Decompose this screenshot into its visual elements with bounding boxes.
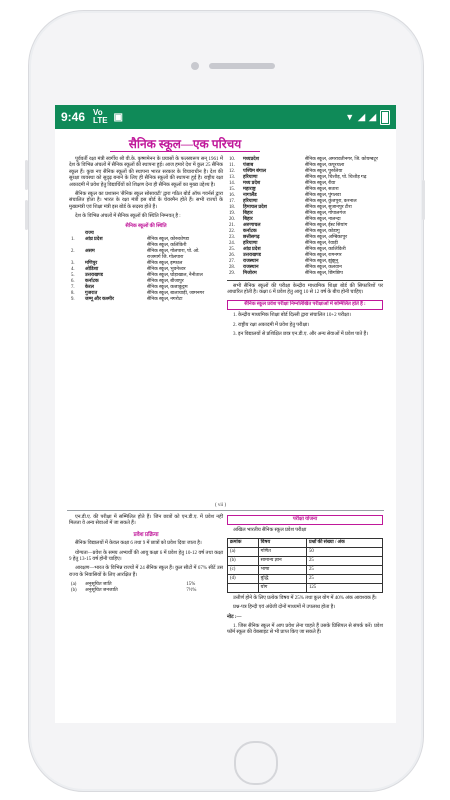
exam-note: उत्तीर्ण होने के लिए प्रत्येक विषय में 25% तथा कुल योग में 40% अंक आवश्यक हैं।: [233, 595, 377, 601]
table-header: प्रश्नों की संख्या / अंक: [306, 538, 382, 547]
lte-label: LTE: [93, 116, 108, 125]
table-cell: उत्तराखण्ड: [85, 273, 103, 279]
table-cell: 8.: [71, 291, 75, 297]
table-cell: मध्य प्रदेश: [243, 181, 261, 186]
table-cell: असम: [85, 249, 95, 255]
table-cell: 125: [306, 583, 382, 592]
table-cell: (c): [228, 565, 259, 574]
table-cell: बिहार: [243, 217, 253, 222]
table-cell: 1.: [71, 237, 75, 243]
table-cell: 16.: [229, 193, 235, 198]
table-cell: 19.: [229, 211, 235, 216]
table-cell: 21.: [229, 223, 235, 228]
table-cell: 2.: [71, 249, 75, 255]
admission-heading: प्रवेश प्रक्रिया: [133, 531, 159, 538]
table-cell: 17.: [229, 199, 235, 204]
table-cell: 3.: [71, 261, 75, 267]
table-cell: 5.: [71, 273, 75, 279]
status-right: [345, 110, 390, 125]
table-cell: सैनिक स्कूल, अम्बिकापुर: [305, 235, 348, 240]
table-cell: 11.: [229, 163, 235, 168]
front-camera: [191, 62, 199, 70]
table-cell: सैनिक स्कूल, गोपालगंज: [305, 211, 346, 216]
table-cell: अरुणाचल: [243, 223, 261, 228]
table-cell: 26.: [229, 253, 235, 258]
battery-icon: [380, 110, 390, 125]
page-separator: [67, 510, 384, 511]
table-cell: सैनिक स्कूल, रामनगर: [305, 253, 342, 258]
table-cell: मध्यप्रदेश: [243, 157, 259, 162]
table-cell: 10.: [229, 157, 235, 162]
table-cell: सैनिक स्कूल, चित्तौड़, पो. चित्तौड़ गढ़: [305, 175, 367, 180]
table-cell: उत्तराखण्ड: [243, 253, 261, 258]
table-cell: कर्नाटक: [243, 229, 257, 234]
document-page[interactable]: [55, 129, 396, 723]
table-header: क्रमांक: [228, 538, 259, 547]
screen: [55, 105, 396, 723]
table-cell: 50: [306, 547, 382, 556]
table-row: [228, 556, 383, 565]
state-column-header: राज्य: [85, 231, 94, 237]
table-cell: मणिपुर: [85, 261, 98, 267]
table-cell: सैनिक स्कूल, गोलपारा, पो. ओ.: [147, 249, 200, 255]
table-cell: बिहार: [243, 211, 253, 216]
table-cell: 25: [306, 565, 382, 574]
exam-intro: अखिल भारतीय सैनिक स्कूल प्रवेश परीक्षा: [233, 528, 307, 534]
earpiece-speaker: [209, 63, 275, 69]
table-cell: सैनिक स्कूल, नालन्दा: [305, 217, 341, 222]
table-cell: 6.: [71, 279, 75, 285]
volte-label: Vo: [93, 108, 103, 117]
table-cell: सैनिक स्कूल, रीवा: [305, 181, 336, 186]
table-cell: सैनिक स्कूल, कपूरथला: [305, 163, 345, 168]
divider: [227, 280, 383, 281]
table-row: [228, 574, 383, 583]
school-list-left: [69, 231, 223, 303]
table-cell: हरियाणा: [243, 199, 258, 204]
table-cell: ओडिशा: [85, 267, 99, 273]
table-cell: 27.: [229, 259, 235, 264]
table-cell: छत्तीसगढ़: [243, 235, 260, 240]
table-cell: 29.: [229, 271, 235, 276]
table-cell: [228, 583, 259, 592]
table-cell: भाषा: [258, 565, 306, 574]
title-underline: [110, 151, 260, 152]
table-cell: 24.: [229, 241, 235, 246]
table-row: [69, 297, 223, 303]
table-cell: 28.: [229, 265, 235, 270]
admission-paragraph: आरक्षण—भारत के विभिन्न राज्यों में 24 सैनिक स्कूल हैं। कुल सीटों में 67% सीटें उस राज्य के निवासियों के लिए आरक्षित हैं।: [69, 566, 223, 578]
table-cell: गुजरात: [85, 291, 98, 297]
table-row: [228, 565, 383, 574]
table-cell: मिजोरम: [243, 271, 257, 276]
table-cell: 7.: [71, 285, 75, 291]
table-cell: हरियाणा: [243, 175, 258, 180]
table-cell: 9.: [71, 297, 75, 303]
table-cell: सामान्य ज्ञान: [258, 556, 306, 565]
table-cell: सैनिक स्कूल, बालाचाड़ी, जामनगर: [147, 291, 205, 297]
table-cell: 14.: [229, 181, 235, 186]
table-cell: 20.: [229, 217, 235, 222]
table-cell: 15.: [229, 187, 235, 192]
table-cell: सैनिक स्कूल, छिंगछिप: [305, 271, 343, 276]
table-cell: (b): [71, 588, 77, 594]
admission-paragraph: सैनिक विद्यालयों में केवल कक्षा 6 तथा 9 में छात्रों को प्रवेश दिया जाता है।: [75, 541, 202, 547]
table-cell: कर्नाटक: [85, 279, 99, 285]
intro-paragraph: सैनिक स्कूल का प्रशासन 'सैनिक स्कूल सोसायटी' द्वारा गठित बोर्ड ऑफ गवर्नर्स द्वारा संचालित होता है। भारत के रक्षा मंत्री इस बोर्ड के चेयरमैन होते हैं। सभी राज्यों के मुख्यमंत्री एवं शिक्षा मंत्री इस बोर्ड के सदस्य होते हैं।: [69, 192, 223, 210]
table-cell: सैनिक स्कूल, पुंगलवा: [305, 193, 341, 198]
table-cell: 15%: [186, 582, 196, 588]
table-cell: सैनिक स्कूल, इम्फाल: [147, 261, 183, 267]
note-paragraph: 1. जिस सैनिक स्कूल में आप प्रवेश लेना चाहते हैं उसके प्रिंसिपल से संपर्क करें। प्रवेश फॉर्म स्कूल की वेबसाइट से भी प्राप्त किए जा सकते हैं।: [227, 624, 383, 636]
bottom-paragraph: एन.डी.ए. की परीक्षा में सम्मिलित होते हैं। जिन छात्रों को एन.डी.ए. में प्रवेश नहीं मिलता वे अन्य सेवाओं में जा सकते हैं।: [69, 515, 223, 527]
table-cell: सैनिक स्कूल, कजाकुट्टम: [147, 285, 188, 291]
right-paragraph: सभी सैनिक स्कूलों की परीक्षा केन्द्रीय माध्यमिक शिक्षा बोर्ड की सिफारिशों पर आधारित होती है। कक्षा 6 में प्रवेश हेतु आयु 10 से 12 वर्ष के बीच होनी चाहिए।: [227, 284, 383, 296]
table-cell: (a): [71, 582, 77, 588]
power-button: [422, 180, 425, 220]
admission-paragraph: योग्यता—प्रवेश के समय अभ्यर्थी की आयु कक्षा 6 में प्रवेश हेतु 10-12 वर्ष तथा कक्षा 9 हेतु 13-15 वर्ष होनी चाहिए।: [69, 550, 223, 563]
table-row: [228, 583, 383, 592]
table-cell: सैनिक स्कूल, कलिकिरी: [147, 243, 187, 249]
table-cell: बुद्धि: [258, 574, 306, 583]
note-label: नोट :—: [227, 614, 242, 620]
intro-paragraph: पूर्ववर्ती रक्षा मंत्री स्वर्गीय श्री वी.के. कृष्णमेनन के प्रयासों के फलस्वरूप सन् 1961 में देश के विभिन्न अंचलों में सैनिक स्कूलों की स्थापना हुई। आज हमारे देश में कुल 25 सैनिक स्कूल हैं। कुछ नए सैनिक स्कूलों की स्थापना भारत सरकार के विचाराधीन है। देश की सुरक्षा व्यवस्था को सुदृढ़ बनाने के लिए ही सैनिक स्कूलों की स्थापना हुई है। राष्ट्रीय रक्षा अकादमी में प्रवेश हेतु विद्यार्थियों को शिक्षण देना ही सैनिक स्कूलों का मुख्य उद्देश्य है।: [69, 157, 223, 188]
intro-paragraph: देश के विभिन्न अंचलों में सैनिक स्कूलों की स्थिति निम्नवत् है :: [75, 214, 181, 220]
table-header: विषय: [258, 538, 306, 547]
table-row: [227, 271, 383, 277]
table-cell: 25.: [229, 247, 235, 252]
table-cell: नागालैंड: [243, 193, 257, 198]
table-cell: 23.: [229, 235, 235, 240]
table-cell: सैनिक स्कूल, कालिकिरी: [305, 247, 346, 252]
table-cell: आंध्र प्रदेश: [85, 237, 103, 243]
exam-note: प्रश्न-पत्र हिन्दी एवं अंग्रेजी दोनों माध्यमों में उपलब्ध होता है।: [233, 605, 336, 611]
page-title: सैनिक स्कूल—एक परिचय: [128, 137, 242, 151]
volume-button: [25, 160, 28, 190]
bottom-right-column: [227, 515, 383, 640]
table-cell: 13.: [229, 175, 235, 180]
table-cell: राजस्थान: [243, 265, 259, 270]
right-paragraph: 1. केन्द्रीय माध्यमिक शिक्षा बोर्ड दिल्ली द्वारा संचालित 10+2 परीक्षा।: [233, 313, 351, 319]
table-cell: सैनिक स्कूल, कोरुकोण्डा: [147, 237, 190, 243]
table-cell: (d): [228, 574, 259, 583]
table-cell: 18.: [229, 205, 235, 210]
table-cell: हरियाणा: [243, 241, 258, 246]
table-cell: 22.: [229, 229, 235, 234]
section-box-title: सैनिक स्कूल प्रवेश परीक्षा निम्नलिखित परीक्षाओं में सम्मिलित होते हैं :: [227, 300, 383, 310]
bottom-left-column: [69, 515, 223, 594]
table-cell: अनुसूचित जनजाति: [85, 588, 118, 594]
status-time: 9:46: [61, 110, 86, 124]
table-header-row: [228, 538, 383, 547]
school-list-right: [227, 157, 383, 277]
table-row: [69, 588, 223, 594]
network-indicator: [93, 109, 108, 125]
home-button[interactable]: [234, 741, 278, 785]
table-cell: 7½%: [186, 588, 197, 594]
table-cell: 12.: [229, 169, 235, 174]
right-column: [227, 157, 383, 341]
table-cell: राजमार्ग जि. गोलपारा: [147, 255, 184, 261]
table-cell: अनुसूचित जाति: [85, 582, 112, 588]
table-cell: सैनिक स्कूल, नगरोटा: [147, 297, 183, 303]
table-cell: सैनिक स्कूल, अमरावतीनगर, जि. कोयम्बटूर: [305, 157, 378, 162]
exam-table: [227, 538, 383, 593]
table-cell: सैनिक स्कूल, रेवाड़ी: [305, 241, 338, 246]
table-cell: आंध्र प्रदेश: [243, 247, 261, 252]
table-row: [228, 547, 383, 556]
table-cell: सैनिक स्कूल, पुरुलिया: [305, 169, 343, 174]
school-list-heading: सैनिक स्कूलों की स्थिति: [125, 223, 167, 229]
table-cell: गणित: [258, 547, 306, 556]
table-cell: केरल: [85, 285, 94, 291]
table-cell: सैनिक स्कूल, घोड़ाखाल, नैनीताल: [147, 273, 203, 279]
signal-icon: ◢: [369, 111, 376, 122]
image-icon: ▣: [113, 111, 123, 123]
table-cell: पश्चिम बंगाल: [243, 169, 267, 174]
table-cell: 4.: [71, 267, 75, 273]
volume-button: [25, 200, 28, 230]
right-paragraph: 2. राष्ट्रीय रक्षा अकादमी में प्रवेश हेतु परीक्षा।: [233, 322, 310, 328]
table-cell: जम्मू और कश्मीर: [85, 297, 114, 303]
table-cell: सैनिक स्कूल, बीजापुर: [147, 279, 184, 285]
left-column: [69, 157, 223, 303]
table-cell: सैनिक स्कूल, कलवान: [305, 265, 342, 270]
exam-box-title: परीक्षा योजना: [227, 515, 383, 525]
table-cell: योग: [258, 583, 306, 592]
status-bar: [55, 105, 396, 129]
table-cell: सैनिक स्कूल, कुंजपुरा, करनाल: [305, 199, 357, 204]
table-cell: सैनिक स्कूल, सतारा: [305, 187, 339, 192]
wifi-icon: ▼: [345, 112, 355, 122]
table-cell: 25: [306, 556, 382, 565]
table-cell: सैनिक स्कूल, सुजानपुर टीरा: [305, 205, 352, 210]
table-cell: महाराष्ट्र: [243, 187, 256, 192]
table-cell: (a): [228, 547, 259, 556]
table-cell: राजस्थान: [243, 259, 259, 264]
table-cell: हिमाचल प्रदेश: [243, 205, 267, 210]
table-cell: सैनिक स्कूल, कोडागु: [305, 229, 340, 234]
table-cell: पंजाब: [243, 163, 254, 168]
table-cell: सैनिक स्कूल, झुंझुनू: [305, 259, 339, 264]
reservation-table: [69, 582, 223, 594]
table-cell: 25: [306, 574, 382, 583]
signal-icon: ◢: [358, 111, 366, 122]
table-cell: सैनिक स्कूल, ईस्ट सियांग: [305, 223, 348, 228]
right-paragraph: 3. इन विद्यालयों से प्रशिक्षित छात्र एन.डी.ए. और अन्य सेवाओं में प्रवेश पाते हैं।: [233, 332, 369, 338]
page-number: ( vii ): [215, 503, 227, 508]
table-cell: (b): [228, 556, 259, 565]
table-cell: सैनिक स्कूल, भुवनेश्वर: [147, 267, 186, 273]
